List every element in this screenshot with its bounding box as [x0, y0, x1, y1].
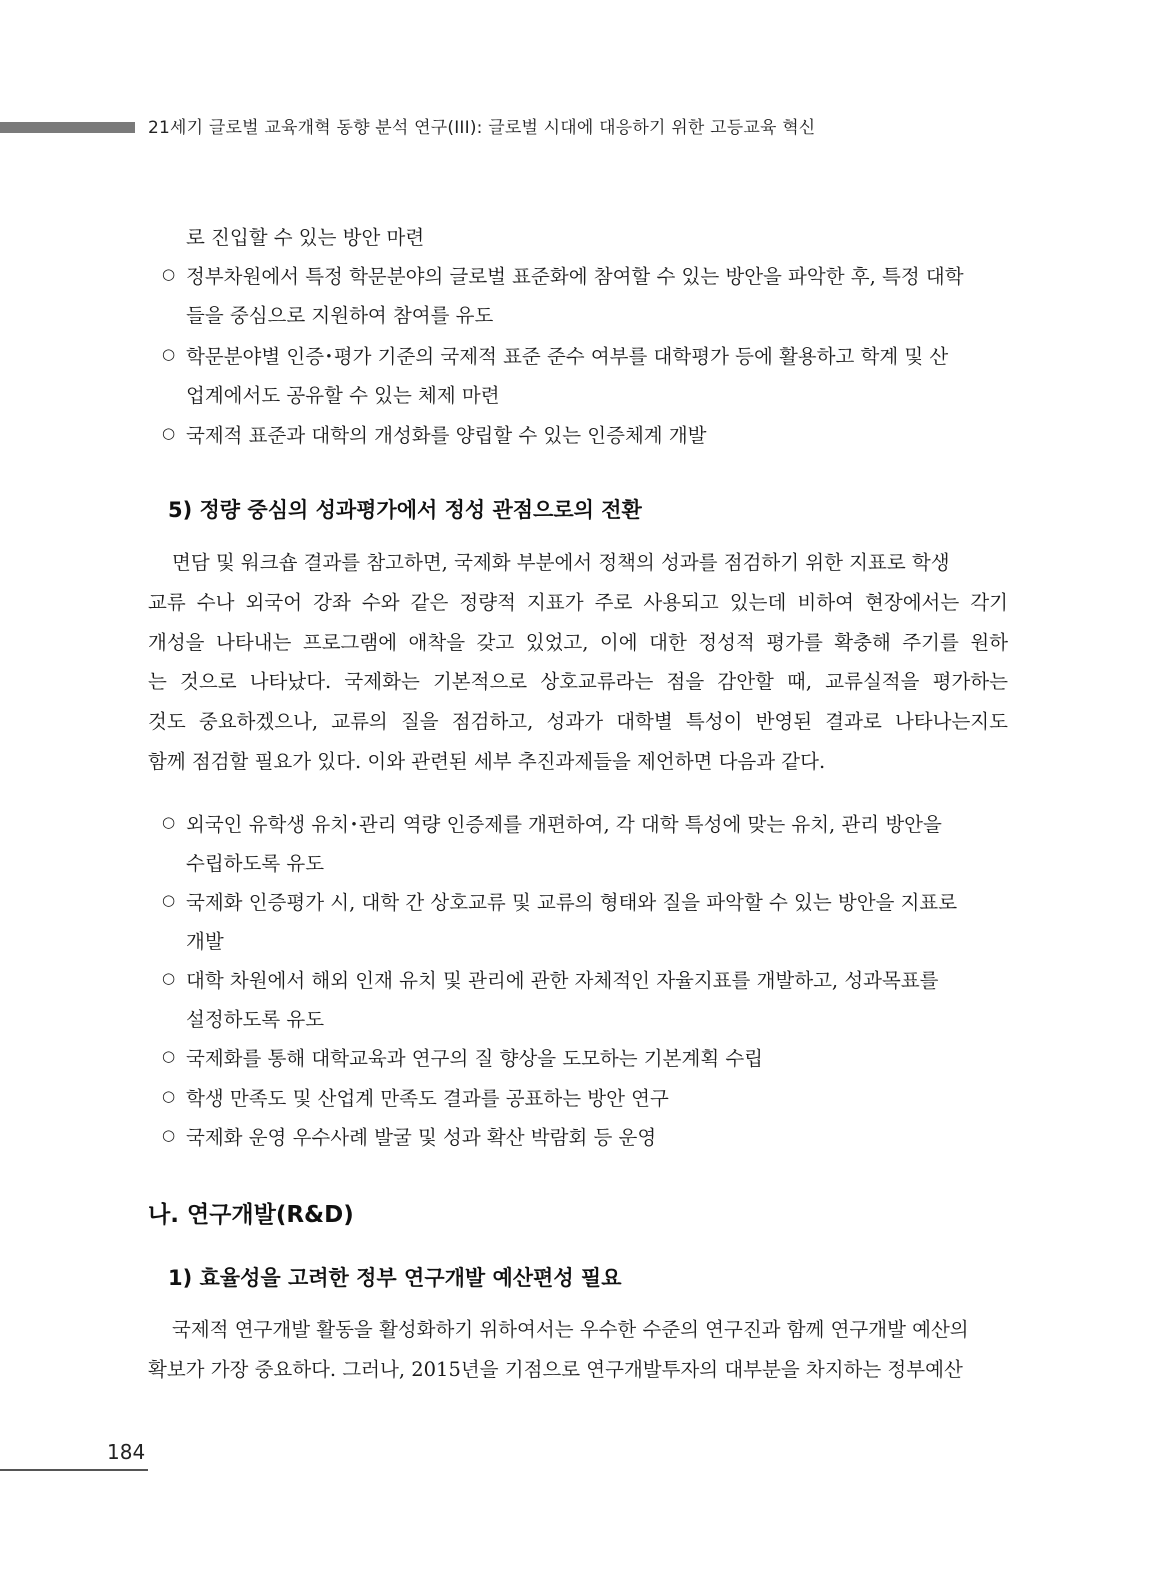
- bullet-icon: ○: [162, 891, 176, 909]
- list-item-text: 개발: [186, 930, 224, 953]
- bullet-icon: ○: [162, 1126, 176, 1144]
- chapter-section-heading: 나. 연구개발(R&D): [148, 1202, 354, 1228]
- section-heading: 5) 정량 중심의 성과평가에서 정성 관점으로의 전환: [168, 498, 642, 522]
- list-item-text: 설정하도록 유도: [186, 1008, 325, 1031]
- list-item-text: 국제화를 통해 대학교육과 연구의 질 향상을 도모하는 기본계획 수립: [186, 1047, 764, 1070]
- list-continuation-line: 로 진입할 수 있는 방안 마련: [186, 226, 425, 249]
- bullet-icon: ○: [162, 813, 176, 831]
- bullet-icon: ○: [162, 969, 176, 987]
- paragraph-line: 것도 중요하겠으나, 교류의 질을 점검하고, 성과가 대학별 특성이 반영된 결과로 나타나는지도: [148, 710, 1008, 733]
- bullet-icon: ○: [162, 265, 176, 283]
- bullet-icon: ○: [162, 345, 176, 363]
- list-item-text: 학생 만족도 및 산업계 만족도 결과를 공표하는 방안 연구: [186, 1087, 669, 1110]
- paragraph-line: 는 것으로 나타났다. 국제화는 기본적으로 상호교류라는 점을 감안할 때, 교류실적을 평가하는: [148, 670, 1008, 693]
- list-item-text: 국제화 인증평가 시, 대학 간 상호교류 및 교류의 형태와 질을 파악할 수 있는 방안을 지표로: [186, 891, 958, 914]
- running-header-title: 21세기 글로벌 교육개혁 동향 분석 연구(III): 글로벌 시대에 대응하기 위한 고등교육 혁신: [148, 118, 816, 138]
- paragraph-line: 확보가 가장 중요하다. 그러나, 2015년을 기점으로 연구개발투자의 대부분을 차지하는 정부예산: [148, 1358, 963, 1381]
- list-item-text: 대학 차원에서 해외 인재 유치 및 관리에 관한 자체적인 자율지표를 개발하고, 성과목표를: [186, 969, 939, 992]
- list-item-text: 정부차원에서 특정 학문분야의 글로벌 표준화에 참여할 수 있는 방안을 파악한 후, 특정 대학: [186, 265, 964, 288]
- page-number: 184: [107, 1440, 146, 1464]
- paragraph-line: 함께 점검할 필요가 있다. 이와 관련된 세부 추진과제들을 제언하면 다음과 같다.: [148, 750, 826, 773]
- list-item-text: 국제화 운영 우수사례 발굴 및 성과 확산 박람회 등 운영: [186, 1126, 657, 1149]
- paragraph-line: 면담 및 워크숍 결과를 참고하면, 국제화 부분에서 정책의 성과를 점검하기 위한 지표로 학생: [172, 551, 950, 574]
- list-item-text: 업계에서도 공유할 수 있는 체제 마련: [186, 384, 500, 407]
- list-item-text: 외국인 유학생 유치･관리 역량 인증제를 개편하여, 각 대학 특성에 맞는 유치, 관리 방안을: [186, 813, 942, 836]
- list-item-text: 수립하도록 유도: [186, 852, 325, 875]
- header-rule-bar: [0, 122, 135, 133]
- bullet-icon: ○: [162, 424, 176, 442]
- paragraph-line: 국제적 연구개발 활동을 활성화하기 위하여서는 우수한 수준의 연구진과 함께 연구개발 예산의: [172, 1318, 969, 1341]
- bullet-icon: ○: [162, 1047, 176, 1065]
- footer-rule: [0, 1469, 148, 1471]
- paragraph-line: 교류 수나 외국어 강좌 수와 같은 정량적 지표가 주로 사용되고 있는데 비하여 현장에서는 각기: [148, 591, 1008, 614]
- list-item-text: 들을 중심으로 지원하여 참여를 유도: [186, 304, 494, 327]
- list-item-text: 국제적 표준과 대학의 개성화를 양립할 수 있는 인증체계 개발: [186, 424, 707, 447]
- paragraph-line: 개성을 나타내는 프로그램에 애착을 갖고 있었고, 이에 대한 정성적 평가를 확충해 주기를 원하: [148, 631, 1008, 654]
- list-item-text: 학문분야별 인증･평가 기준의 국제적 표준 준수 여부를 대학평가 등에 활용하고 학계 및 산: [186, 345, 949, 368]
- bullet-icon: ○: [162, 1087, 176, 1105]
- section-heading: 1) 효율성을 고려한 정부 연구개발 예산편성 필요: [168, 1266, 622, 1290]
